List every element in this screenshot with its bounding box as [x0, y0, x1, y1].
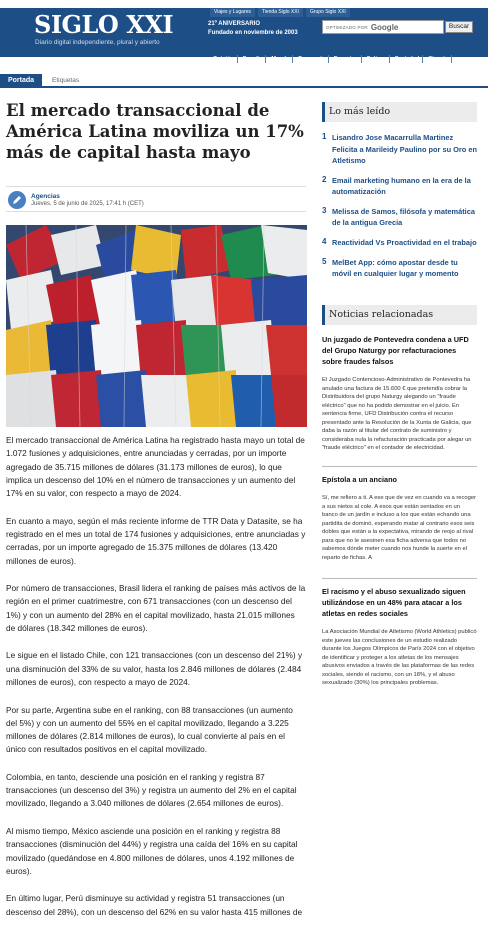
- site-logo[interactable]: SIGLO XXI: [34, 10, 174, 39]
- list-item-number: 4: [322, 237, 327, 247]
- tab-portada[interactable]: Portada: [0, 74, 42, 87]
- related-item-title[interactable]: El racismo y el abuso sexualizado siguen utilizándose en un 48% para atacar a los atletas en redes sociales: [322, 587, 466, 618]
- list-item-number: 3: [322, 205, 327, 215]
- related-item-title[interactable]: Un juzgado de Pontevedra condena a UFD del Grupo Naturgy por refacturaciones sobre fraudes falsos: [322, 335, 469, 366]
- related-item-title[interactable]: Epístola a un anciano: [322, 475, 398, 484]
- anniversary-title: 21º ANIVERSARIO: [208, 21, 260, 27]
- top-link-travel[interactable]: Viajes y Lugares: [210, 8, 255, 17]
- list-item[interactable]: [322, 257, 477, 280]
- search-input[interactable]: [322, 20, 444, 34]
- nav-espana[interactable]: España: [240, 55, 267, 63]
- list-item-number: 5: [322, 256, 327, 266]
- article-paragraph: En último lugar, Perú disminuye su actividad y registra 51 transacciones (un descenso del 28%), con un descenso del 62% en su valor hasta 415 millones de: [6, 893, 303, 917]
- list-item-number: 2: [322, 174, 327, 184]
- anniversary-block: [208, 20, 298, 38]
- flags-image: [6, 225, 307, 427]
- article-headline: El mercado transaccional de América Latina moviliza un 17% más de capital hasta mayo: [6, 101, 304, 162]
- article-byline: [6, 186, 306, 212]
- list-item-link[interactable]: Email marketing humano en la era de la automatización: [332, 175, 471, 197]
- article-paragraph: Por su parte, Argentina sube en el ranking, con 88 transacciones (un aumento del 5%) y con un aumento del 55% en el capital movilizado, llegando a 3.225 millones de dólares (2.814 millones de euros), lo cual convierte al país en el único con resultados positivos en el capital movilizado.: [6, 704, 293, 755]
- google-logo: Google: [370, 22, 399, 32]
- list-item-link[interactable]: Lisandro Jose Macarrulla Martinez Felicita a Marileidy Paulino por su Oro en Atletismo: [332, 133, 477, 165]
- list-item-link[interactable]: MelBet App: cómo apostar desde tu móvil en cualquier lugar y momento: [332, 257, 459, 279]
- list-item[interactable]: [322, 237, 477, 249]
- nav-cultura[interactable]: Cultura: [364, 55, 390, 63]
- author-avatar: [8, 191, 26, 209]
- article-paragraph: Le sigue en el listado Chile, con 121 transacciones (con un descenso del 21%) y una disminución del 33% de su valor, hasta los 2.846 millones de dólares (2.484 millones de euros), con respecto a mayo de 2024.: [6, 650, 303, 688]
- site-tagline: Diario digital independiente, plural y abierto: [35, 39, 160, 46]
- article-paragraph: Colombia, en tanto, desciende una posición en el ranking y registra 87 transacciones (un descenso del 3%) y registra un aumento del 2% en el capital movilizado, llegando a 3.040 millones de dólares (2.654 millones de euros).: [6, 771, 297, 809]
- site-header: [0, 0, 488, 62]
- related-item: [322, 334, 477, 453]
- article-hero-image: [6, 225, 307, 427]
- list-item[interactable]: [322, 206, 477, 229]
- related-item: [322, 474, 477, 562]
- related-item: [322, 586, 477, 688]
- list-item-link[interactable]: Melissa de Samos, filósofa y matemática de la antigua Grecia: [332, 206, 475, 228]
- list-item[interactable]: [322, 175, 477, 198]
- tab-etiquetas[interactable]: Etiquetas: [52, 77, 80, 84]
- search-button[interactable]: Buscar: [445, 21, 473, 33]
- anniversary-sub: Fundado en noviembre de 2003: [208, 30, 298, 36]
- most-read-heading: Lo más leído: [322, 102, 477, 122]
- related-item-text: La Asociación Mundial de Atletismo (World Athletics) publicó este jueves las conclusiones de un estudio realizado durante los Juegos Olímpicos de París 2024 con el objetivo de identificar y proteger a los atletas de los mensajes abusivos enviados a través de las plataformas de las redes sociales, siendo el racismo, con un 18%, y el abuso sexualizado (30%) los principales problemas.: [322, 629, 477, 686]
- top-link-store[interactable]: Tienda Siglo XXI: [258, 8, 303, 17]
- nav-deportes[interactable]: Deportes: [331, 55, 362, 63]
- top-links: [210, 8, 350, 17]
- list-item[interactable]: [322, 132, 477, 167]
- nav-sociedad[interactable]: Sociedad: [392, 55, 423, 63]
- nav-mundo[interactable]: Mundo: [268, 55, 293, 63]
- list-item-link[interactable]: Reactividad Vs Proactividad en el trabajo: [332, 238, 477, 248]
- related-news-heading: Noticias relacionadas: [322, 305, 477, 325]
- article-paragraph: El mercado transaccional de América Latina ha registrado hasta mayo un total de 1.072 fusiones y adquisiciones, entre anunciadas y cerradas, por un importe agregado de 35.715 millones de dólares (31.173 millones de euros), lo que implica un descenso del 10% en el número de transacciones y un aumento del 17% en su valor, con respecto a mayo de 2024.: [6, 435, 305, 499]
- article-body: [6, 434, 306, 930]
- article-paragraph: En cuanto a mayo, según el más reciente informe de TTR Data y Datasite, se ha registrado en el mes un total de 174 fusiones y adquisiciones, entre anunciadas y cerradas, por un importe agregado de 15.375 millones de dólares (13.420 millones de euros).: [6, 515, 306, 566]
- top-link-group[interactable]: Grupo Siglo XXI: [306, 8, 350, 17]
- nav-economia[interactable]: Economía: [295, 55, 328, 63]
- main-nav: [0, 52, 488, 65]
- pen-icon: [12, 195, 22, 205]
- most-read-list: [322, 132, 477, 288]
- article-paragraph: Al mismo tiempo, México asciende una posición en el ranking y registra 88 transacciones (disminución del 44%) y registra una caída del 16% en su capital movilizado (quedándose en 4.800 millones de dólares, unos 4.192 millones de euros).: [6, 825, 298, 876]
- divider: [322, 466, 477, 467]
- related-item-text: Sí, me refiero a ti. A ese que de vez en cuando va a recoger a sus nietos al cole. A esos que están sentados en un banco de un jardín e incluso a los que están echando una partidita de dominó, esperando matar al contrario esos seis dobles que están a la expectativa, mirando de reojo al rival para que no le asesinen esa ficha adversa que todos no sabemos dónde meter cuando nos hunde la suerte en el reparto de fichas. A: [322, 495, 477, 561]
- divider: [322, 578, 477, 579]
- article-date: Jueves, 5 de junio de 2025, 17:41 h (CET): [31, 201, 144, 207]
- search-label: OPTIMIZADO POR: [326, 24, 368, 30]
- nav-opinion[interactable]: Opinión: [210, 55, 238, 63]
- list-item-number: 1: [322, 132, 327, 141]
- nav-ciencia[interactable]: Ciencia: [425, 55, 452, 63]
- related-item-text: El Juzgado Contencioso-Administrativo de Pontevedra ha anulado una factura de 15.600 € que pretendía cobrar la Distribuidora del grupo Naturgy alegando un "fraude eléctrico" que no ha podido demostrar en el juicio. En sentencia firme, UFD Distribución contra el recurso presentado ante la Resolución de la Xunta de Galicia, que daba la razón al titular del contrato de suministro y consideraba nula la refacturación practicada por alegar un "fraude eléctrico" en el contador de electricidad.: [322, 377, 472, 451]
- subtabs-bar: [0, 73, 488, 88]
- article-paragraph: Por número de transacciones, Brasil lidera el ranking de países más activos de la región en el primer cuatrimestre, con 671 transacciones (con un descenso del 1%) y con un aumento del 28% en el capital movilizado, hasta 21.015 millones de dólares (18.342 millones de euros).: [6, 583, 306, 633]
- article-author[interactable]: Agencias: [31, 193, 60, 200]
